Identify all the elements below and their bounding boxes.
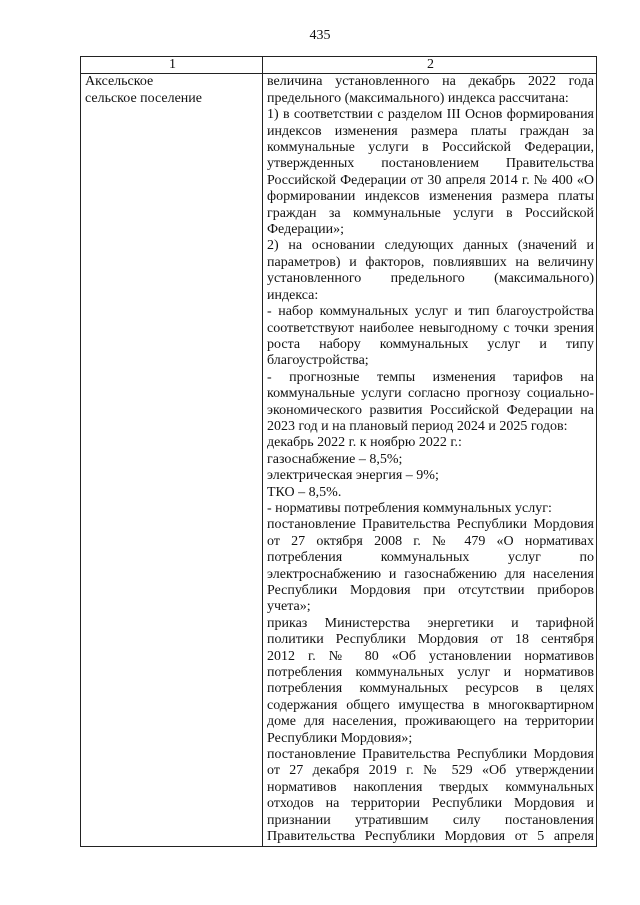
content-text-line: параметров) и факторов, повлиявших на величину bbox=[267, 254, 594, 270]
content-text-line: индекса: bbox=[267, 287, 319, 303]
content-text-line: потребления коммунальных ресурсов в целях bbox=[267, 681, 594, 697]
content-text-line: Республики Мордовия при отсутствии приборов bbox=[267, 583, 594, 598]
content-text-line: нормативов накопления твердых коммунальных bbox=[267, 779, 594, 795]
content-text-line: - нормативы потребления коммунальных услуг: bbox=[267, 500, 552, 516]
content-text-line: Правительства Республики Мордовия от 5 апреля bbox=[267, 829, 594, 845]
column-header-2: 2 bbox=[263, 57, 597, 74]
content-text-line: от 27 декабря 2019 г. № 529 «Об утверждении bbox=[267, 763, 594, 779]
content-text-line: соответствуют наиболее невыгодному с точки зрения bbox=[267, 320, 594, 336]
content-text-line: - прогнозные темпы изменения тарифов на bbox=[267, 369, 594, 385]
settlement-name-line: сельское поселение bbox=[85, 90, 202, 106]
content-text-line: электроснабжению и газоснабжению для населения bbox=[267, 566, 594, 582]
content-text-line: коммунальные услуги согласно прогнозу социально- bbox=[267, 386, 594, 402]
settlement-name-cell bbox=[81, 74, 263, 846]
column-header-1: 1 bbox=[81, 57, 263, 74]
content-text-line: предельного (максимального) индекса рассчитана: bbox=[267, 90, 569, 106]
content-text-line: доме для населения, проживающего на территории bbox=[267, 714, 594, 730]
content-text-line: признании утратившим силу постановления bbox=[267, 812, 594, 828]
content-text-line: величина установленного на декабрь 2022 года bbox=[267, 74, 594, 90]
content-text-line: постановление Правительства Республики Мордовия bbox=[267, 747, 594, 763]
content-text-line: содержания общего имущества в многоквартирном bbox=[267, 697, 594, 713]
content-text-line: благоустройства; bbox=[267, 353, 369, 369]
content-text-line: политики Республики Мордовия от 18 сентября bbox=[267, 632, 594, 648]
content-text-line: 1) в соответствии с разделом III Основ формирования bbox=[267, 107, 594, 123]
content-text-line: от 27 октября 2008 г. № 479 «О нормативах bbox=[267, 533, 594, 549]
content-text-line: Республики Мордовия»; bbox=[267, 730, 413, 746]
content-text-line: 2023 год и на плановый период 2024 и 2025 годов: bbox=[267, 418, 568, 434]
content-text-cell bbox=[263, 74, 597, 846]
content-text-line: граждан за коммунальные услуги в Российской bbox=[267, 205, 594, 221]
content-text-line: Российской Федерации от 30 апреля 2014 г. № 400 «О bbox=[267, 172, 594, 188]
content-text-line: потребления коммунальных услуг и нормативов bbox=[267, 665, 594, 681]
content-text-line: формировании индексов изменения размера платы bbox=[267, 189, 594, 205]
content-text-line: коммунальные услуги в Российской Федерации, bbox=[267, 140, 594, 156]
content-text-line: Федерации»; bbox=[267, 222, 345, 238]
content-text-line: электрическая энергия – 9%; bbox=[267, 468, 439, 484]
content-text-line: учета»; bbox=[267, 599, 311, 615]
document-table bbox=[80, 56, 597, 847]
content-text-line: - набор коммунальных услуг и тип благоустройства bbox=[267, 304, 594, 320]
page-number: 435 bbox=[309, 28, 331, 43]
content-text-line: отходов на территории Республики Мордовия и bbox=[267, 796, 594, 812]
content-text-line: 2) на основании следующих данных (значений и bbox=[267, 238, 594, 254]
content-text-line: индексов изменения размера платы граждан за bbox=[267, 123, 594, 139]
content-text-line: ТКО – 8,5%. bbox=[267, 484, 342, 500]
settlement-name-line: Аксельское bbox=[85, 74, 154, 90]
content-text-line: газоснабжение – 8,5%; bbox=[267, 451, 403, 467]
table-header-row bbox=[81, 57, 597, 74]
content-text-line: роста набору коммунальных услуг и типу bbox=[267, 336, 594, 352]
content-text-line: 2012 г. № 80 «Об установлении нормативов bbox=[267, 648, 594, 664]
content-text-line: экономического развития Российской Федерации на bbox=[267, 402, 594, 418]
content-text-line: декабрь 2022 г. к ноябрю 2022 г.: bbox=[267, 435, 462, 451]
content-text-line: приказ Министерства энергетики и тарифной bbox=[267, 615, 594, 631]
content-text-line: потребления коммунальных услуг по bbox=[267, 550, 594, 566]
content-text-line: постановление Правительства Республики Мордовия bbox=[267, 517, 594, 533]
table-row bbox=[81, 74, 597, 846]
content-text-line: утвержденных постановлением Правительства bbox=[267, 156, 594, 172]
content-text-line: установленного предельного (максимального) bbox=[267, 271, 594, 287]
